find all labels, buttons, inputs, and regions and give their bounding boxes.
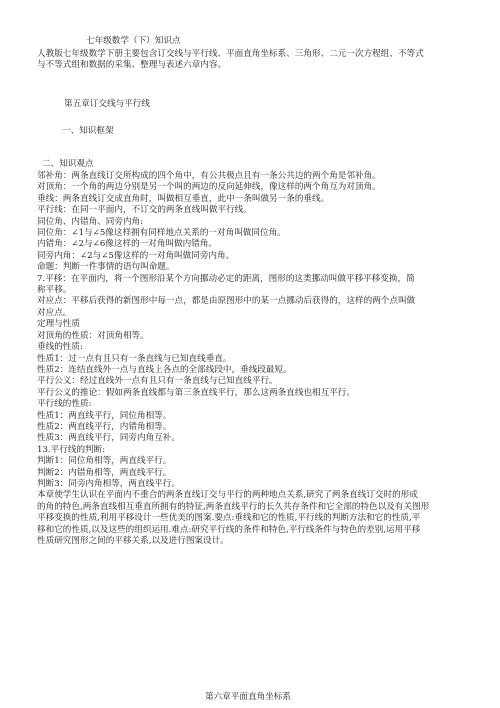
body-line: 定理与性质 (37, 319, 80, 330)
body-line: 同旁内角：∠2与∠5像这样的一对角叫做同旁内角。 (37, 250, 235, 261)
body-line: 对应点。 (37, 307, 72, 318)
body-line: 性质2：连结直线外一点与直线上各点的全部线段中，垂线段最短。 (37, 364, 292, 375)
body-line: 命题：判断一件事情的语句叫命题。 (37, 262, 175, 273)
body-line: 对顶角的性质：对顶角相等。 (37, 330, 149, 341)
body-line: 对顶角：一个角的两边分别是另一个叫的两边的反向延伸线，像这样的两个角互为对顶角。 (37, 182, 381, 193)
body-line: 13.平行线的判断: (37, 444, 106, 455)
body-line: 垂线的性质: (37, 342, 83, 353)
body-line: 7.平移：在平面内，将一个图形沿某个方向挪动必定的距离，图形的这类挪动叫做平移平移变换，简 (37, 273, 415, 284)
chapter5-body (37, 171, 482, 547)
body-line: 内错角：∠2与∠6像这样的一对角叫做内错角。 (37, 239, 218, 250)
document-title: 七年级数学（下）知识点 (86, 36, 181, 46)
body-line: 垂线：两条直线订交成直角时，叫做相互垂直，此中一条叫做另一条的垂线。 (37, 193, 330, 204)
chapter6-heading: 第六章平面直角坐标系 (205, 692, 291, 702)
body-line: 判断2：内错角相等，两直线平行。 (37, 467, 172, 478)
body-line: 判断3：同旁内角相等，两直线平行。 (37, 478, 180, 489)
knowledge-framework-heading: 一、知识框架 (62, 126, 114, 136)
intro-paragraph (37, 49, 482, 72)
body-line: 性质1：两直线平行，同位角相等。 (37, 410, 172, 421)
body-line: 的角的特色,两条直线相互垂直所拥有的特征,两条直线平行的长久共存条件和它全部的特色以及有关图形 (37, 501, 430, 512)
body-line: 平行公义：经过直线外一点有且只有一条直线与已知直线平行。 (37, 376, 278, 387)
body-line: 邻补角：两条直线订交所构成的四个角中，有公共极点且有一条公共边的两个角是邻补角。 (37, 171, 381, 181)
body-line: 对应点：平移后获得的新图形中每一点，都是由原图形中的某一点挪动后获得的，这样的两个点叫做 (37, 296, 416, 307)
intro-line: 人教版七年级数学下册主要包含订交线与平行线、平面直角坐标系、三角形、二元一次方程组、不等式 (37, 49, 424, 59)
body-line: 称平移。 (37, 285, 72, 296)
body-line: 性质1：过一点有且只有一条直线与已知直线垂直。 (37, 353, 232, 364)
body-line: 本章使学生认识在平面内不重合的两条直线订交与平行的两种地点关系,研究了两条直线订交时的形成 (37, 490, 418, 501)
body-line: 平移变换的性质,利用平移设计一些优美的图案.要点:垂线和它的性质,平行线的判断方法和它的性质,平 (37, 513, 421, 524)
body-line: 性质3：两直线平行，同旁内角互补。 (37, 433, 180, 444)
body-line: 同位角：∠1与∠5像这样拥有同样地点关系的一对角叫做同位角。 (37, 228, 286, 239)
chapter5-heading: 第五章订交线与平行线 (64, 99, 150, 109)
body-line: 性质2：两直线平行，内错角相等。 (37, 421, 172, 432)
body-line: 性质研究图形之间的平移关系,以及进行图案设计。 (37, 536, 229, 546)
body-line: 平行线的性质: (37, 399, 92, 410)
body-line: 平行公义的推论：假如两条直线都与第三条直线平行，那么这两条直线也相互平行。 (37, 387, 355, 398)
intro-line: 与不等式组和数据的采集、整理与表述六章内容。 (37, 60, 227, 71)
body-line: 同位角、内错角、同旁内角: (37, 216, 144, 227)
body-line: 平行线：在同一平面内，不订交的两条直线叫做平行线。 (37, 205, 252, 216)
body-line: 移和它的性质,以及这些的组织运用.难点:研究平行线的条件和特色,平行线条件与特色的差别,运用平移 (37, 524, 421, 535)
body-line: 判断1：同位角相等，两直线平行。 (37, 456, 172, 467)
knowledge-concepts-heading: 二、知识观点 (42, 159, 94, 169)
